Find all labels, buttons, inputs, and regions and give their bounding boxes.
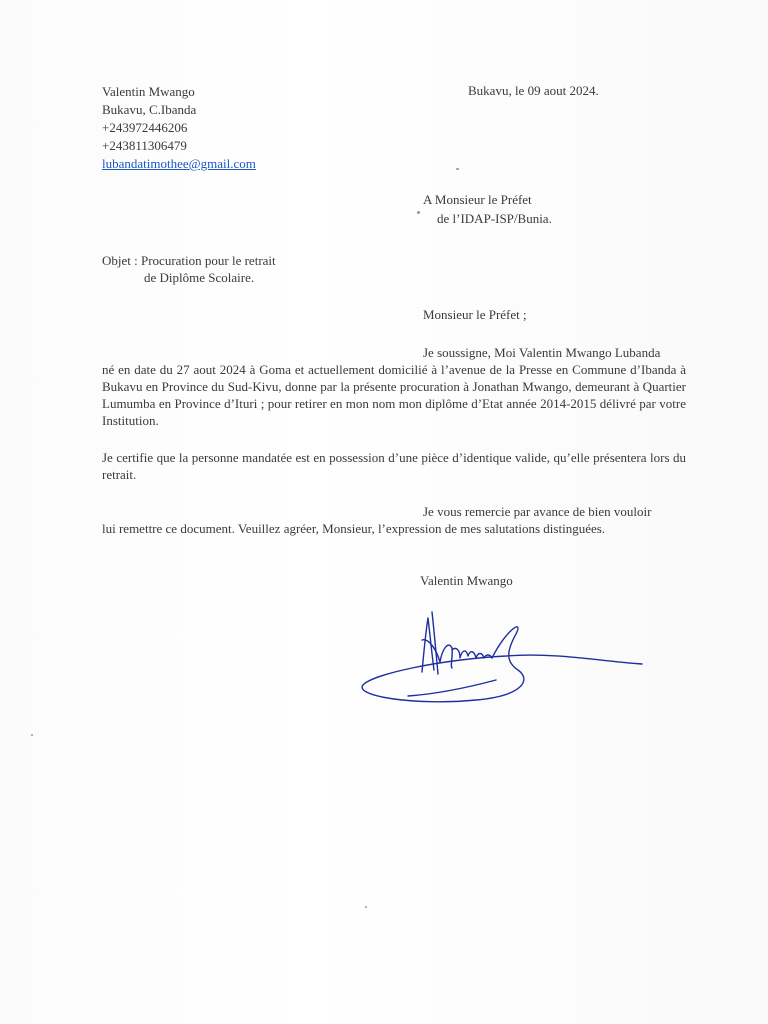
subject-block	[102, 252, 276, 286]
scan-speck	[365, 906, 367, 908]
sender-block	[102, 83, 256, 173]
salutation: Monsieur le Préfet ;	[423, 307, 527, 322]
body-paragraph-1-rest: né en date du 27 aout 2024 à Goma et actuellement domicilié à l’avenue de la Presse en Commune d’Ibanda à Bukavu en Province du Sud-Kivu, donne par la présente procuration à Jonathan Mwango, demeurant à Quartier Lumumba en Province d’Ituri ; pour retirer en mon nom mon diplôme d’Etat année 2014-2015 délivré par votre Institution.	[102, 362, 686, 428]
sender-phone-1: +243972446206	[102, 120, 188, 135]
recipient-block	[423, 190, 552, 228]
scan-speck	[417, 211, 420, 214]
body-paragraph-2: Je certifie que la personne mandatée est en possession d’une pièce d’identique valide, qu’elle présentera lors du retrait.	[102, 450, 686, 482]
body-paragraph-1	[102, 344, 686, 429]
subject-line-2: de Diplôme Scolaire.	[144, 270, 255, 285]
place-date: Bukavu, le 09 aout 2024.	[468, 83, 599, 98]
recipient-line-1: A Monsieur le Préfet	[423, 192, 532, 207]
signer-name: Valentin Mwango	[420, 573, 513, 588]
sender-address: Bukavu, C.Ibanda	[102, 102, 197, 117]
body-paragraph-3-first-line: Je vous remercie par avance de bien vouloir	[423, 504, 652, 519]
sender-email-link[interactable]: lubandatimothee@gmail.com	[102, 156, 256, 171]
sender-name: Valentin Mwango	[102, 84, 195, 99]
scan-speck	[31, 734, 33, 736]
body-paragraph-3	[102, 503, 686, 537]
subject-line-1: Objet : Procuration pour le retrait	[102, 253, 276, 268]
recipient-line-2: de l’IDAP-ISP/Bunia.	[437, 211, 552, 226]
scan-speck	[456, 168, 459, 170]
handwritten-signature	[356, 600, 648, 710]
sender-phone-2: +243811306479	[102, 138, 187, 153]
body-paragraph-1-first-line: Je soussigne, Moi Valentin Mwango Lubanda	[423, 345, 661, 360]
body-paragraph-3-rest: lui remettre ce document. Veuillez agréer, Monsieur, l’expression de mes salutations distinguées.	[102, 521, 606, 536]
